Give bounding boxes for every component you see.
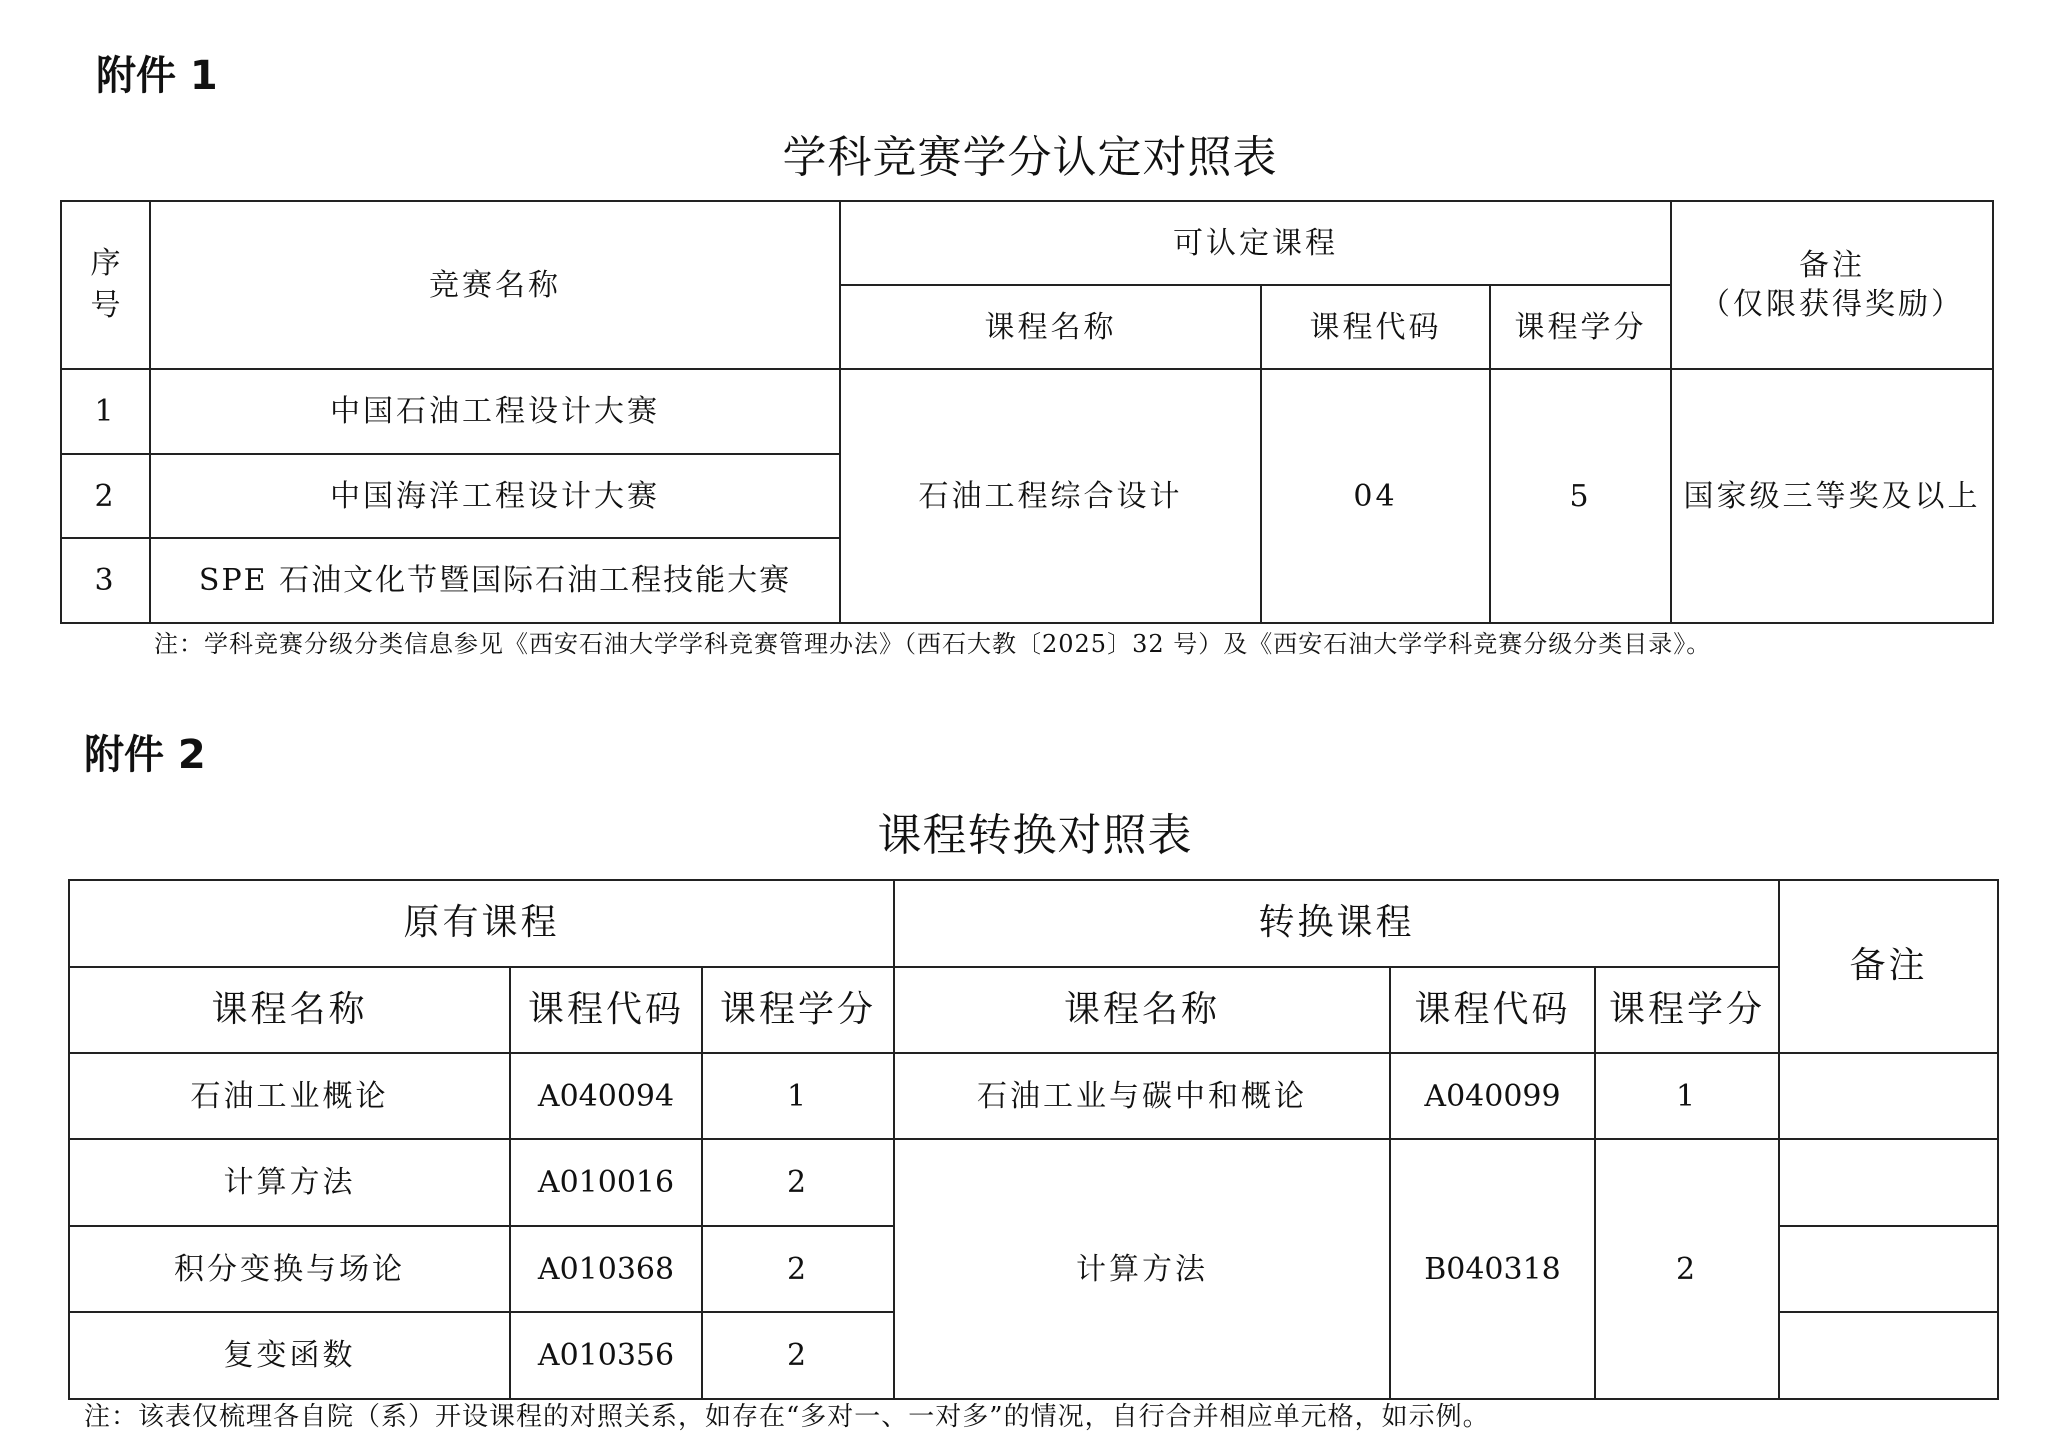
header-recognizable-courses: 可认定课程 — [840, 201, 1671, 285]
header-remarks: 备注 — [1779, 880, 1998, 1053]
table-row — [69, 1139, 1998, 1226]
seq-cell: 1 — [61, 369, 150, 454]
merged-course-name: 石油工程综合设计 — [840, 369, 1261, 623]
converted-code-merged: B040318 — [1390, 1139, 1595, 1399]
remark-cell — [1779, 1312, 1998, 1399]
header-course-code: 课程代码 — [1261, 285, 1490, 369]
header-converted-course-name: 课程名称 — [894, 967, 1390, 1053]
original-name-cell: 复变函数 — [69, 1312, 510, 1399]
header-original-course-name: 课程名称 — [69, 967, 510, 1053]
course-conversion-table — [68, 879, 1999, 1400]
merged-course-credit: 5 — [1490, 369, 1671, 623]
competition-cell: 中国海洋工程设计大赛 — [150, 454, 840, 538]
header-remarks-line1: 备注 — [1799, 248, 1866, 283]
header-converted-courses: 转换课程 — [894, 880, 1779, 967]
original-credit-cell: 1 — [702, 1053, 894, 1139]
original-name-cell: 计算方法 — [69, 1139, 510, 1226]
converted-name-cell: 石油工业与碳中和概论 — [894, 1053, 1390, 1139]
remark-cell — [1779, 1053, 1998, 1139]
competition-cell: SPE 石油文化节暨国际石油工程技能大赛 — [150, 538, 840, 623]
converted-name-merged: 计算方法 — [894, 1139, 1390, 1399]
converted-code-cell: A040099 — [1390, 1053, 1595, 1139]
original-code-cell: A010368 — [510, 1226, 702, 1312]
header-original-course-code: 课程代码 — [510, 967, 702, 1053]
original-credit-cell: 2 — [702, 1312, 894, 1399]
header-competition-name: 竞赛名称 — [150, 201, 840, 369]
remark-cell — [1779, 1226, 1998, 1312]
converted-credit-merged: 2 — [1595, 1139, 1779, 1399]
header-remarks-line2: （仅限获得奖励） — [1700, 287, 1965, 322]
table-row — [69, 1053, 1998, 1139]
header-remarks — [1671, 201, 1993, 369]
header-converted-course-code: 课程代码 — [1390, 967, 1595, 1053]
merged-course-code: 04 — [1261, 369, 1490, 623]
attachment-1-label: 附件 1 — [96, 53, 218, 99]
table-2-note: 注：该表仅梳理各自院（系）开设课程的对照关系，如存在“多对一、一对多”的情况，自行合并相应单元格，如示例。 — [84, 1402, 1490, 1432]
competition-cell: 中国石油工程设计大赛 — [150, 369, 840, 454]
table-1-title: 学科竞赛学分认定对照表 — [782, 132, 1278, 183]
table-1-note: 注：学科竞赛分级分类信息参见《西安石油大学学科竞赛管理办法》（西石大教〔2025〕32 号）及《西安石油大学学科竞赛分级分类目录》。 — [154, 630, 1712, 658]
original-name-cell: 石油工业概论 — [69, 1053, 510, 1139]
header-converted-course-credit: 课程学分 — [1595, 967, 1779, 1053]
attachment-2-label: 附件 2 — [84, 732, 206, 778]
seq-cell: 3 — [61, 538, 150, 623]
table-2-title: 课程转换对照表 — [877, 810, 1193, 861]
header-original-courses: 原有课程 — [69, 880, 894, 967]
table-row — [61, 369, 1993, 454]
original-code-cell: A040094 — [510, 1053, 702, 1139]
original-code-cell: A010356 — [510, 1312, 702, 1399]
original-credit-cell: 2 — [702, 1226, 894, 1312]
competition-credit-table — [60, 200, 1994, 624]
merged-remark: 国家级三等奖及以上 — [1671, 369, 1993, 623]
original-credit-cell: 2 — [702, 1139, 894, 1226]
converted-credit-cell: 1 — [1595, 1053, 1779, 1139]
remark-cell — [1779, 1139, 1998, 1226]
header-original-course-credit: 课程学分 — [702, 967, 894, 1053]
seq-cell: 2 — [61, 454, 150, 538]
header-seq: 序号 — [61, 201, 150, 369]
header-course-name: 课程名称 — [840, 285, 1261, 369]
original-name-cell: 积分变换与场论 — [69, 1226, 510, 1312]
original-code-cell: A010016 — [510, 1139, 702, 1226]
header-course-credit: 课程学分 — [1490, 285, 1671, 369]
